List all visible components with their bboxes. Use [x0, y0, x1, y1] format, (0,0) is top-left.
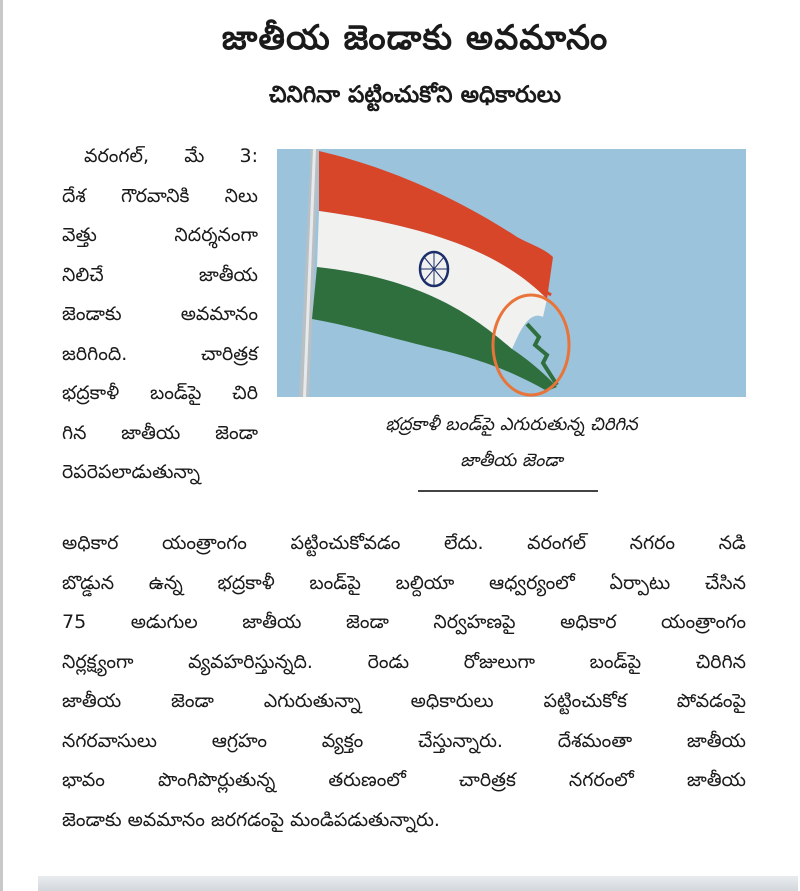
body-line: అధికార యంత్రాంగం పట్టించుకోవడం లేదు. వరంగల్ నగరం నడి	[62, 532, 746, 554]
column-line: జరిగింది. చారిత్రక	[62, 342, 258, 365]
flag-photo	[277, 149, 746, 397]
body-line: బొడ్డున ఉన్న భద్రకాళీ బండ్‌పై బల్దియా ఆధ్వర్యంలో ఏర్పాటు చేసిన	[62, 571, 746, 594]
column-line: భద్రకాళీ బండ్‌పై చిరి	[62, 382, 258, 404]
next-article-edge	[38, 876, 798, 891]
body-line: నిర్లక్ష్యంగా వ్యవహరిస్తున్నది. రెండు రోజులుగా బండ్‌పై చిరిగిన	[62, 650, 746, 673]
column-line: జెండాకు అవమానం	[62, 303, 258, 325]
body-line: జాతీయ జెండా ఎగురుతున్నా అధికారులు పట్టించుకోక పోవడంపై	[62, 690, 746, 712]
column-line: దేశ గౌరవానికి నిలు	[62, 184, 258, 207]
photo-caption	[277, 407, 746, 479]
column-line: గిన జాతీయ జెండా	[62, 421, 258, 444]
body-line: 75 అడుగుల జాతీయ జెండా నిర్వహణపై అధికార యంత్రాంగం	[62, 611, 746, 633]
caption-line: భద్రకాళీ బండ్‌పై ఎగురుతున్న చిరిగిన	[385, 414, 638, 435]
article-body	[62, 524, 746, 840]
body-line: భావం పొంగిపొర్లుతున్న తరుణంలో చారిత్రక నగరంలో జాతీయ	[62, 769, 746, 791]
body-line: జెండాకు అవమానం జరగడంపై మండిపడుతున్నారు.	[62, 808, 440, 831]
torn-flag-illustration	[277, 149, 746, 397]
column-line: నిలిచే జాతీయ	[62, 263, 258, 286]
column-line: రెపరెపలాడుతున్నా	[62, 461, 201, 483]
page-border	[0, 0, 3, 891]
body-line: నగరవాసులు ఆగ్రహం వ్యక్తం చేస్తున్నారు. దేశమంతా జాతీయ	[62, 729, 746, 752]
caption-line: జాతీయ జెండా	[460, 450, 563, 471]
dateline: వరంగల్, మే 3:	[84, 145, 258, 167]
article-column	[62, 137, 258, 493]
subheadline: చినిగినా పట్టించుకోని అధికారులు	[268, 82, 562, 108]
headline: జాతీయ జెండాకు అవమానం	[221, 18, 609, 58]
column-line: వెత్తు నిదర్శనంగా	[62, 224, 258, 246]
caption-divider	[418, 490, 598, 492]
